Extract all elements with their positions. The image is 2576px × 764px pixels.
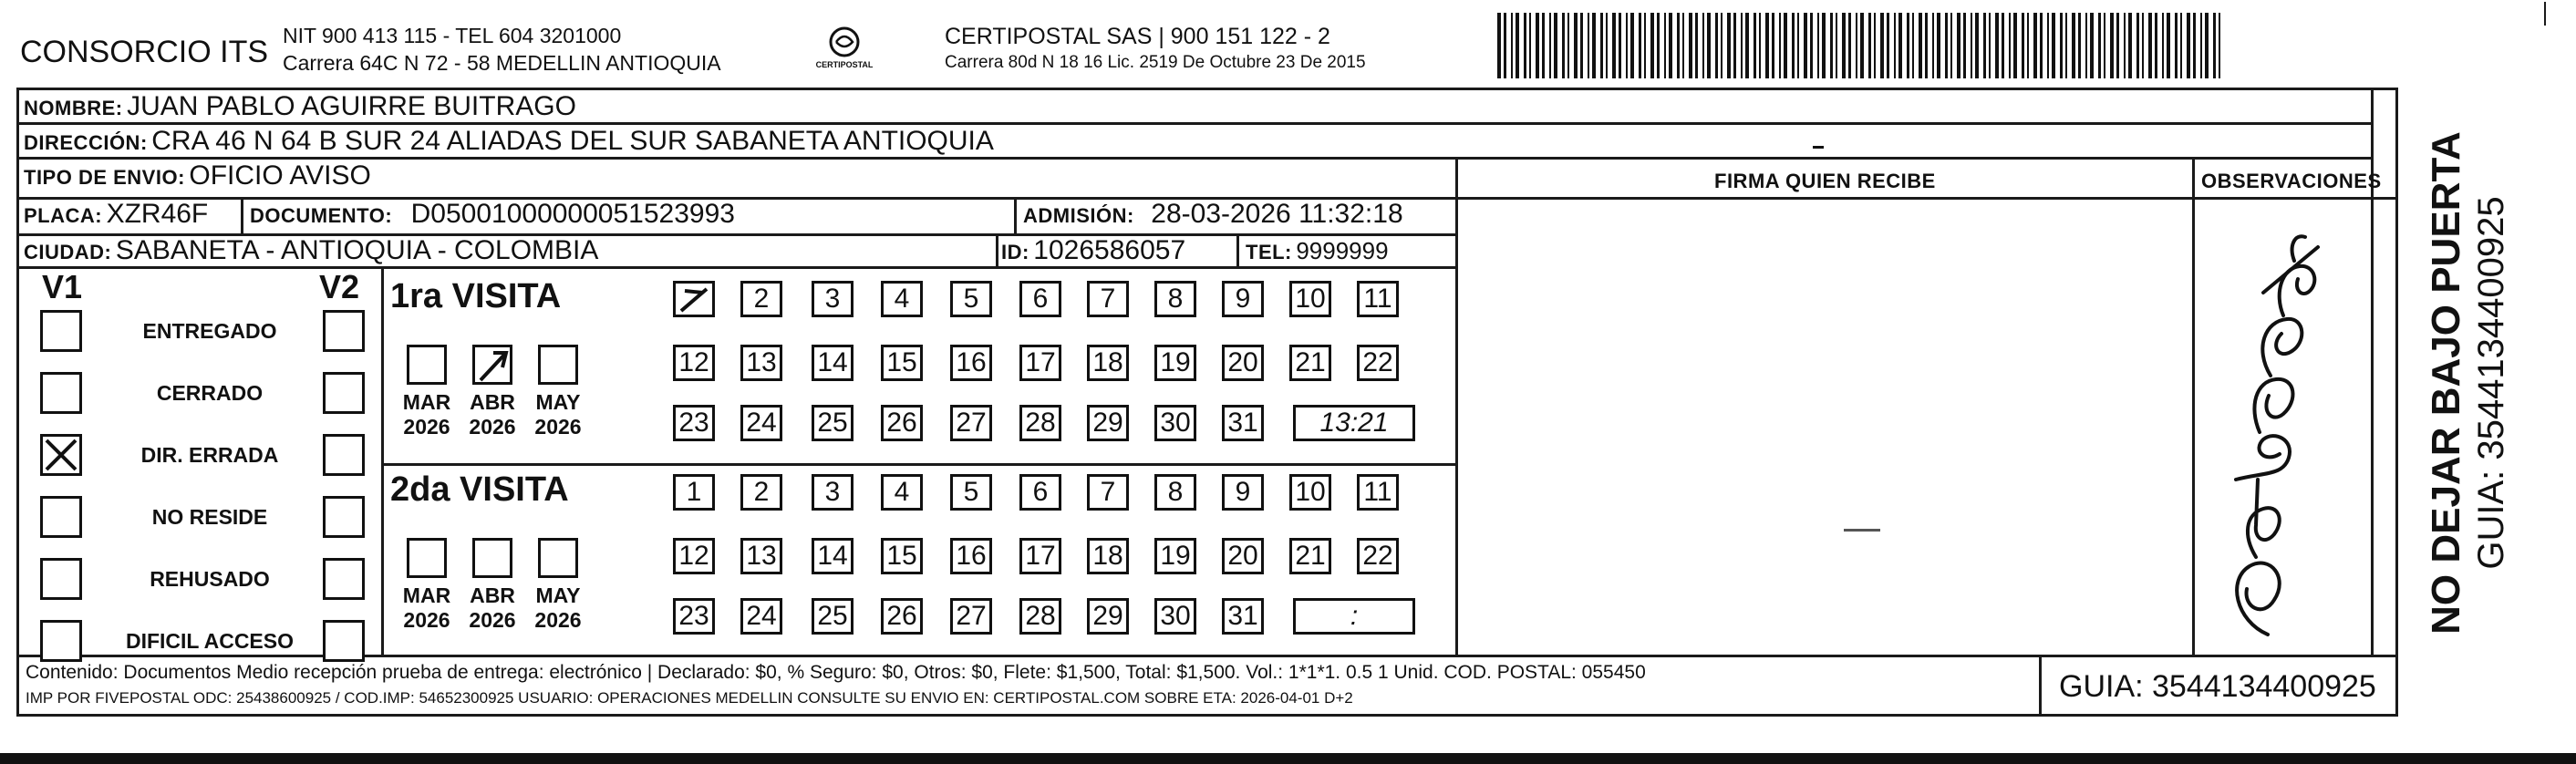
month-checkbox[interactable] [407,345,447,385]
status-option-label: DIFICIL ACCESO [125,629,294,653]
visit1-title: 1ra VISITA [390,277,562,315]
barcode-bar [1639,13,1641,78]
day-checkbox[interactable]: 15 [881,345,923,381]
barcode-bar [2148,13,2152,78]
barcode-bar [1745,13,1749,78]
v1-label: V1 [42,268,83,305]
barcode-bar [1963,13,1966,78]
day-checkbox[interactable]: 30 [1154,598,1196,635]
tipo-row [24,160,371,191]
barcode-bar [2065,13,2067,78]
v1-checkbox[interactable] [40,496,82,538]
day-checkbox[interactable]: 23 [673,598,715,635]
day-checkbox[interactable]: 13 [740,345,782,381]
barcode-bar [1497,13,1501,78]
day-checkbox[interactable] [673,281,715,317]
signature [2199,206,2364,649]
col-divider [2039,655,2042,717]
barcode-bar [1657,13,1660,78]
month-checkbox[interactable] [472,538,512,578]
month-label: ABR 2026 [469,583,516,632]
day-checkbox[interactable]: 9 [1222,474,1264,511]
barcode-bar [1754,13,1756,78]
day-checkbox[interactable]: 10 [1289,281,1331,317]
month-label: MAY 2026 [534,583,582,632]
time-field[interactable]: 13:21 [1293,405,1415,441]
barcode-bar [2128,13,2132,78]
col-divider [1236,233,1239,266]
day-checkbox[interactable]: 2 [740,474,782,511]
ciudad-label: CIUDAD: [24,241,112,263]
day-checkbox[interactable]: 29 [1087,405,1129,441]
day-checkbox[interactable]: 22 [1357,538,1399,574]
col-divider [996,233,998,266]
status-option-label: DIR. ERRADA [140,443,279,467]
barcode-bar [1707,13,1711,78]
day-checkbox[interactable]: 10 [1289,474,1331,511]
status-option-label: ENTREGADO [142,319,277,343]
day-checkbox[interactable]: 18 [1087,345,1129,381]
direccion-label: DIRECCIÓN: [24,131,148,154]
barcode-bar [2200,13,2202,78]
barcode-bar [1650,13,1654,78]
barcode-bar [1860,13,1864,78]
direccion-row [24,126,994,157]
day-checkbox[interactable]: 8 [1154,474,1196,511]
day-checkbox[interactable]: 24 [740,405,782,441]
row-divider [381,463,1457,466]
bottom-band [0,753,2576,764]
barcode-bar [1549,13,1551,78]
v1-checkbox[interactable] [40,310,82,352]
v2-checkbox[interactable] [323,620,365,662]
barcode-bar [2022,13,2024,78]
day-checkbox[interactable]: 21 [1289,538,1331,574]
carrier-address: Carrera 80d N 18 16 Lic. 2519 De Octubre 23 De 2015 [945,53,1366,72]
barcode-bar [1810,13,1813,78]
barcode-bar [1797,13,1799,78]
col-divider [381,266,384,655]
barcode-bar [1898,13,1902,78]
day-checkbox[interactable]: 28 [1019,405,1061,441]
day-checkbox[interactable]: 19 [1154,538,1196,574]
row-divider [1455,197,2398,200]
day-checkbox[interactable]: 2 [740,281,782,317]
barcode-bar [1715,13,1718,78]
barcode-bar [2219,13,2220,78]
side-guia: GUIA: 3544134400925 [2471,196,2511,570]
barcode-bar [2013,13,2017,78]
barcode-bar [1619,13,1621,78]
nombre-value: JUAN PABLO AGUIRRE BUITRAGO [127,91,576,121]
day-checkbox[interactable]: 18 [1087,538,1129,574]
nombre-row [24,91,576,122]
barcode-bar [1524,13,1526,78]
barcode-bar [2060,13,2063,78]
barcode-bar [2162,13,2164,78]
barcode-bar [1817,13,1819,78]
barcode-bar [1989,13,1991,78]
barcode-bar [1836,13,1837,78]
certipostal-logo: CERTIPOSTAL [808,24,881,75]
barcode [1495,13,2225,78]
barcode-bar [2116,13,2119,78]
id-label: ID: [1001,241,1029,263]
barcode-bar [1516,13,1519,78]
col-divider [1014,197,1017,233]
barcode-bar [2142,13,2144,78]
barcode-bar [1580,13,1583,78]
time-field[interactable]: : [1293,598,1415,635]
day-checkbox[interactable]: 23 [673,405,715,441]
barcode-bar [1626,13,1628,78]
day-checkbox[interactable]: 4 [881,281,923,317]
placa-row [24,199,208,230]
barcode-bar [2205,13,2209,78]
day-checkbox[interactable]: 14 [812,345,853,381]
month-checkbox[interactable] [538,345,578,385]
tel-value: 9999999 [1296,237,1389,264]
barcode-bar [2180,13,2182,78]
barcode-bar [2110,13,2114,78]
barcode-bar [1504,13,1506,78]
company-nit: NIT 900 413 115 - TEL 604 3201000 [283,24,622,47]
barcode-bar [1536,13,1539,78]
barcode-bar [1772,13,1774,78]
barcode-bar [1950,13,1952,78]
v2-checkbox[interactable] [323,434,365,476]
day-checkbox[interactable]: 25 [812,405,853,441]
barcode-bar [1971,13,1972,78]
barcode-bar [2155,13,2157,78]
barcode-bar [1868,13,1871,78]
id-value: 1026586057 [1033,235,1186,265]
company-name: CONSORCIO ITS [20,35,269,69]
barcode-bar [1925,13,1928,78]
barcode-bar [1592,13,1596,78]
day-checkbox[interactable]: 11 [1357,281,1399,317]
barcode-bar [1842,13,1846,78]
barcode-bar [1562,13,1565,78]
day-checkbox[interactable]: 9 [1222,281,1264,317]
firma-header: FIRMA QUIEN RECIBE [1714,170,1936,192]
day-checkbox[interactable]: 26 [881,405,923,441]
day-checkbox[interactable]: 17 [1019,538,1061,574]
day-checkbox[interactable]: 3 [812,281,853,317]
barcode-bar [1932,13,1934,78]
footer-contenido: Contenido: Documentos Medio recepción prueba de entrega: electrónico | Declarado: $0, % Seguro: $0, Otros: $0, Flete: $1,500, Total: $1,500. Vol.: 1*1*1. 0.5 1 Unid. COD. POSTAL: 055450 [26,662,1646,683]
barcode-bar [1606,13,1608,78]
day-checkbox[interactable]: 12 [673,345,715,381]
day-checkbox[interactable]: 17 [1019,345,1061,381]
admision-value: 28-03-2026 11:32:18 [1151,199,1403,229]
barcode-bar [1880,13,1884,78]
v1-checkbox[interactable] [40,558,82,600]
barcode-bar [1741,13,1743,78]
month-checkbox[interactable] [407,538,447,578]
barcode-bar [1644,13,1646,78]
status-option-label: REHUSADO [150,567,270,591]
v2-checkbox[interactable] [323,372,365,414]
barcode-bar [1689,13,1692,78]
barcode-bar [1765,13,1769,78]
v1-checkbox[interactable] [40,434,82,476]
carrier-name: CERTIPOSTAL SAS | 900 151 122 - 2 [945,24,1330,49]
day-checkbox[interactable]: 6 [1019,474,1061,511]
day-checkbox[interactable]: 13 [740,538,782,574]
barcode-bar [2078,13,2081,78]
barcode-bar [1804,13,1807,78]
barcode-bar [1983,13,1986,78]
day-checkbox[interactable]: 21 [1289,345,1331,381]
barcode-bar [1677,13,1680,78]
status-option-label: CERRADO [156,381,264,405]
day-checkbox[interactable]: 20 [1222,345,1264,381]
direccion-value: CRA 46 N 64 B SUR 24 ALIADAS DEL SUR SABANETA ANTIOQUIA [151,126,994,156]
barcode-bar [2124,13,2126,78]
id-row [1001,235,1185,266]
day-checkbox[interactable]: 7 [1087,474,1129,511]
barcode-bar [1630,13,1634,78]
day-checkbox[interactable]: 14 [812,538,853,574]
ciudad-value: SABANETA - ANTIOQUIA - COLOMBIA [115,235,599,265]
barcode-bar [2187,13,2190,78]
day-checkbox[interactable]: 8 [1154,281,1196,317]
barcode-bar [1529,13,1531,78]
barcode-bar [2136,13,2139,78]
day-checkbox[interactable]: 12 [673,538,715,574]
footer-imp: IMP POR FIVEPOSTAL ODC: 25438600925 / COD.IMP: 54652300925 USUARIO: OPERACIONES MEDELLIN CONSULTE SU ENVIO EN: CERTIPOSTAL.COM SOBRE ETA: 2026-04-01 D+2 [26,689,1353,707]
barcode-bar [1945,13,1948,78]
month-label: MAR 2026 [402,390,451,439]
barcode-bar [1612,13,1616,78]
day-checkbox[interactable]: 26 [881,598,923,635]
barcode-bar [1779,13,1781,78]
status-option-label: NO RESIDE [151,505,268,529]
month-checkbox[interactable] [538,538,578,578]
day-checkbox[interactable]: 25 [812,598,853,635]
month-label: MAR 2026 [402,583,451,632]
barcode-bar [2002,13,2004,78]
barcode-bar [1784,13,1787,78]
barcode-bar [1733,13,1736,78]
barcode-bar [1894,13,1896,78]
day-checkbox[interactable]: 5 [950,281,992,317]
row-divider [16,266,1457,269]
barcode-bar [2047,13,2049,78]
barcode-bar [1695,13,1698,78]
day-checkbox[interactable]: 29 [1087,598,1129,635]
barcode-bar [1830,13,1833,78]
month-label: ABR 2026 [469,390,516,439]
barcode-bar [1848,13,1851,78]
barcode-bar [2072,13,2075,78]
tipo-value: OFICIO AVISO [189,160,371,191]
visit2-title: 2da VISITA [390,470,569,509]
barcode-bar [2213,13,2216,78]
firma-mark [1844,529,1880,532]
barcode-bar [1727,13,1731,78]
barcode-bar [1588,13,1589,78]
day-checkbox[interactable]: 4 [881,474,923,511]
v2-checkbox[interactable] [323,558,365,600]
barcode-bar [2009,13,2011,78]
admision-label: ADMISIÓN: [1023,204,1134,227]
barcode-bar [1669,13,1672,78]
row-divider [16,157,2371,160]
barcode-bar [1856,13,1857,78]
barcode-bar [1554,13,1557,78]
barcode-bar [1822,13,1826,78]
barcode-bar [2193,13,2196,78]
day-checkbox[interactable]: 16 [950,538,992,574]
day-checkbox[interactable]: 27 [950,405,992,441]
barcode-bar [1511,13,1513,78]
v2-checkbox[interactable] [323,310,365,352]
placa-label: PLACA: [24,204,103,227]
barcode-bar [1567,13,1569,78]
no-dejar-label: NO DEJAR BAJO PUERTA [2424,131,2468,635]
barcode-bar [1682,13,1684,78]
day-checkbox[interactable]: 24 [740,598,782,635]
col-divider [2192,157,2195,655]
col-divider [241,197,243,233]
day-checkbox[interactable]: 31 [1222,598,1264,635]
row-divider [16,122,2371,125]
side-text [2407,119,2562,647]
day-checkbox[interactable]: 22 [1357,345,1399,381]
day-checkbox[interactable]: 3 [812,474,853,511]
barcode-bar [2033,13,2037,78]
barcode-bar [1542,13,1545,78]
day-checkbox[interactable]: 31 [1222,405,1264,441]
form-frame [16,88,2398,717]
barcode-bar [1792,13,1795,78]
barcode-bar [2090,13,2094,78]
barcode-bar [2104,13,2105,78]
barcode-bar [1702,13,1704,78]
documento-value: D05001000000051523993 [410,199,735,229]
nombre-label: NOMBRE: [24,97,123,119]
barcode-bar [1759,13,1761,78]
barcode-bar [2052,13,2055,78]
barcode-bar [1995,13,1999,78]
barcode-bar [2027,13,2029,78]
v1-checkbox[interactable] [40,372,82,414]
barcode-bar [1937,13,1940,78]
documento-row [250,199,735,230]
day-checkbox[interactable]: 30 [1154,405,1196,441]
barcode-bar [1912,13,1914,78]
barcode-bar [1957,13,1960,78]
barcode-bar [1721,13,1723,78]
day-checkbox[interactable]: 20 [1222,538,1264,574]
barcode-bar [1975,13,1979,78]
barcode-bar [2175,13,2178,78]
footer-guia: GUIA: 3544134400925 [2059,669,2376,704]
barcode-bar [1887,13,1889,78]
barcode-bar [2098,13,2101,78]
day-checkbox[interactable]: 27 [950,598,992,635]
day-checkbox[interactable]: 15 [881,538,923,574]
v1-checkbox[interactable] [40,620,82,662]
documento-label: DOCUMENTO: [250,204,393,227]
tel-row [1246,237,1389,265]
barcode-bar [1919,13,1922,78]
ciudad-row [24,235,598,266]
v2-checkbox[interactable] [323,496,365,538]
barcode-bar [1600,13,1603,78]
day-checkbox[interactable]: 1 [673,474,715,511]
day-checkbox[interactable]: 7 [1087,281,1129,317]
barcode-bar [1907,13,1909,78]
barcode-bar [2167,13,2170,78]
placa-value: XZR46F [106,199,209,229]
edge-mark [2544,2,2546,26]
col-divider [1455,157,1458,655]
barcode-bar [2040,13,2043,78]
month-checkbox[interactable] [472,345,512,385]
day-checkbox[interactable]: 5 [950,474,992,511]
observaciones-header: OBSERVACIONES [2201,170,2382,192]
barcode-bar [2085,13,2087,78]
tipo-label: TIPO DE ENVIO: [24,166,185,189]
barcode-bar [1664,13,1666,78]
v2-label: V2 [319,268,360,305]
tel-label: TEL: [1246,241,1292,263]
month-label: MAY 2026 [534,390,582,439]
day-checkbox[interactable]: 11 [1357,474,1399,511]
day-checkbox[interactable]: 19 [1154,345,1196,381]
day-checkbox[interactable]: 6 [1019,281,1061,317]
small-dash [1813,146,1824,149]
company-address: Carrera 64C N 72 - 58 MEDELLIN ANTIOQUIA [283,51,721,75]
barcode-bar [1874,13,1876,78]
admision-row [1023,199,1403,230]
day-checkbox[interactable]: 28 [1019,598,1061,635]
barcode-bar [1574,13,1578,78]
day-checkbox[interactable]: 16 [950,345,992,381]
